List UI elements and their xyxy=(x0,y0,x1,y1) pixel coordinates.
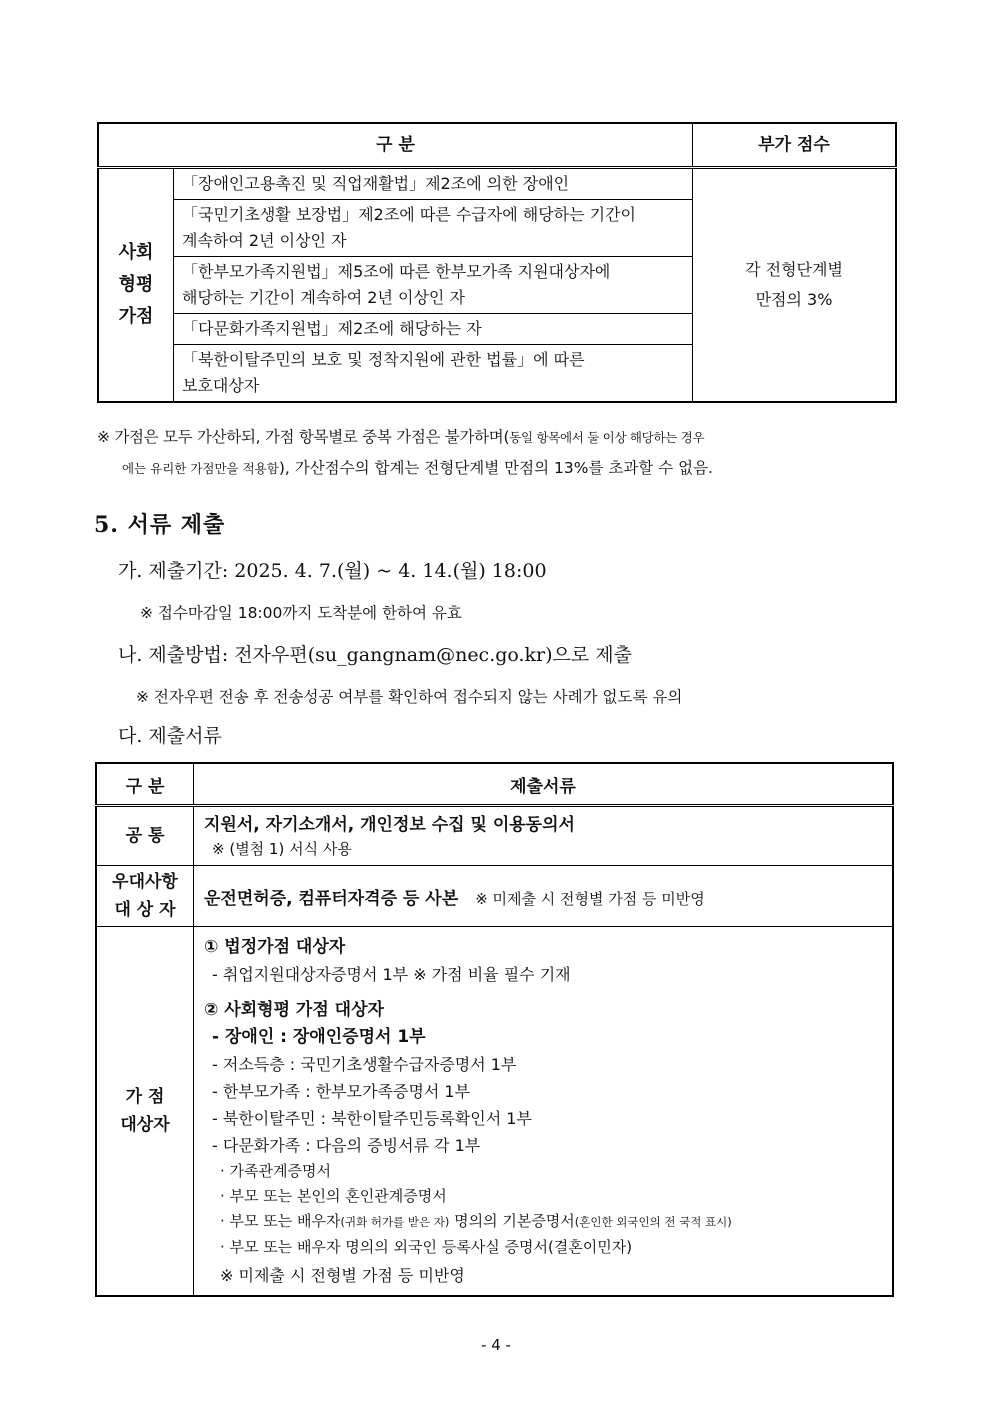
header-category: 구 분 xyxy=(98,123,693,168)
header-docs: 제출서류 xyxy=(194,763,894,806)
bonus-score: 각 전형단계별 만점의 3% xyxy=(693,168,897,403)
submission-docs-table xyxy=(95,762,894,1297)
header-score: 부가 점수 xyxy=(693,123,897,168)
category-preferred: 우대사항 대 상 자 xyxy=(96,866,194,927)
row-single-parent: 「한부모가족지원법」제5조에 따른 한부모가족 지원대상자에 해당하는 기간이 계속하여 2년 이상인 자 xyxy=(174,257,693,314)
docs-common: 지원서, 자기소개서, 개인정보 수집 및 이용동의서 ※ (별첨 1) 서식 사용 xyxy=(194,806,894,866)
submission-period: 가. 제출기간: 2025. 4. 7.(월) ~ 4. 14.(월) 18:00 xyxy=(118,560,547,582)
social-equity-bonus-table xyxy=(97,122,897,403)
submission-docs-heading: 다. 제출서류 xyxy=(118,725,222,747)
bonus-note: ※ 가점은 모두 가산하되, 가점 항목별로 중복 가점은 불가하며(동일 항목에서 둘 이상 해당하는 경우 에는 유리한 가점만을 적용함), 가산점수의 합계는 전형단계별 만점의 13%를 초과할 수 없음. xyxy=(97,428,713,477)
category-bonus: 가 점 대상자 xyxy=(96,927,194,1297)
submission-period-note: ※ 접수마감일 18:00까지 도착분에 한하여 유효 xyxy=(140,604,462,622)
docs-bonus: ① 법정가점 대상자 - 취업지원대상자증명서 1부 ※ 가점 비율 필수 기재 ② 사회형평 가점 대상자 - 장애인 : 장애인증명서 1부 - 저소득층 : 국민기초생활수급자증명서 1부 - 한부모가족 : 한부모가족증명서 1부 - 북한이탈주민 : 북한이탈주민등록확인서 1부 - 다문화가족 : 다음의 증빙서류 각 1부 · 가족관계증명서 · 부모 또는 본인의 혼인관계증명서 · 부모 또는 배우자(귀화 허가를 받은 자) 명의의 기본증명서(혼인한 외국인의 전 국적 표시) · 부모 또는 배우자 명의의 외국인 등록사실 증명서(결혼이민자) ※ 미제출 시 전형별 가점 등 미반영 xyxy=(194,927,894,1297)
row-north-korean-defector: 「북한이탈주민의 보호 및 정착지원에 관한 법률」에 따른 보호대상자 xyxy=(174,345,693,403)
submission-method-note: ※ 전자우편 전송 후 전송성공 여부를 확인하여 접수되지 않는 사례가 없도록 유의 xyxy=(136,688,683,706)
submission-method: 나. 제출방법: 전자우편(su_gangnam@nec.go.kr)으로 제출 xyxy=(118,644,633,666)
docs-preferred: 운전면허증, 컴퓨터자격증 등 사본 ※ 미제출 시 전형별 가점 등 미반영 xyxy=(194,866,894,927)
category-social-equity: 사회 형평 가점 xyxy=(98,168,174,403)
header-category: 구 분 xyxy=(96,763,194,806)
row-disabled: 「장애인고용촉진 및 직업재활법」제2조에 의한 장애인 xyxy=(174,168,693,200)
category-common: 공 통 xyxy=(96,806,194,866)
row-multicultural: 「다문화가족지원법」제2조에 해당하는 자 xyxy=(174,314,693,345)
page-number: - 4 - xyxy=(481,1336,511,1354)
section-title: 5. 서류 제출 xyxy=(94,512,226,538)
row-basic-livelihood: 「국민기초생활 보장법」제2조에 따른 수급자에 해당하는 기간이 계속하여 2년 이상인 자 xyxy=(174,200,693,257)
